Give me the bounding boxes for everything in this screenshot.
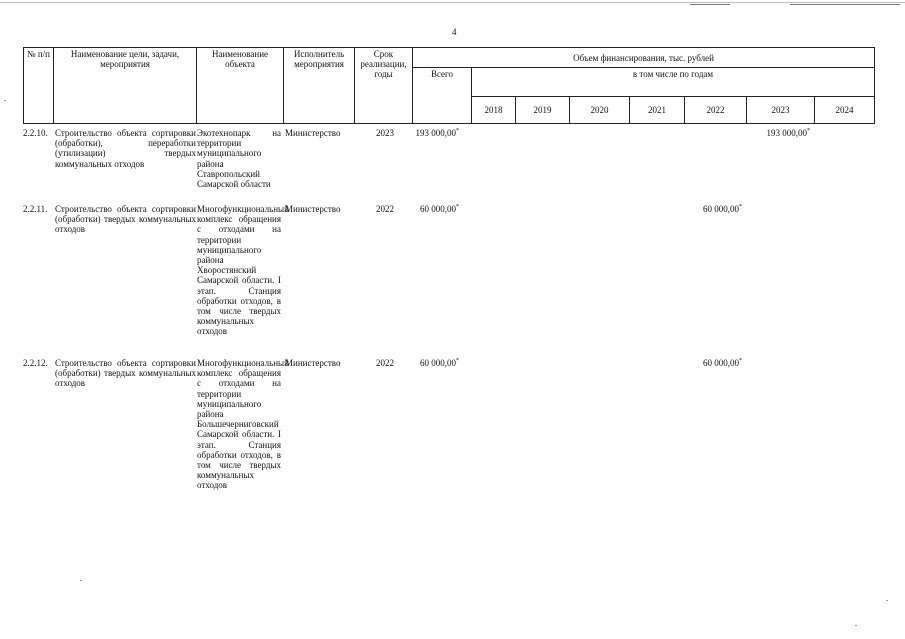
header-executor: Исполнитель мероприятия [284, 48, 355, 124]
row-number: 2.2.10. [23, 128, 48, 138]
scan-edge-mark [690, 4, 730, 5]
header-year-2019: 2019 [516, 97, 570, 124]
header-funding: Объем финансирования, тыс. рублей [413, 48, 875, 68]
table-header [23, 47, 875, 124]
header-num: № п/п [24, 48, 54, 124]
header-year-2022: 2022 [685, 97, 747, 124]
row-year: 2022 [376, 358, 394, 368]
row-amount-2023: 193 000,00* [766, 128, 810, 138]
row-object: Многофункциональный комплекс обращения с отходами на территории муниципального района Большечерниговский Самарской области. I этап. Станция обработки отходов, в том числе твердых коммунальных отходов [197, 358, 289, 491]
row-amount-2022: 60 000,00* [703, 358, 742, 368]
scan-speck [886, 600, 888, 601]
row-amount-2022: 60 000,00* [703, 204, 742, 214]
row-executor: Министерство [285, 204, 341, 214]
scan-edge-mark [790, 4, 900, 5]
row-object: Многофункциональный комплекс обращения с отходами на территории муниципального района Хворостянский Самарской области. I этап. Станция обработки отходов, в том числе твердых коммунальных отходов [197, 204, 289, 337]
scan-edge-line [0, 2, 905, 3]
header-year-2023: 2023 [747, 97, 815, 124]
scan-speck [80, 580, 82, 581]
scan-speck [4, 100, 6, 101]
row-name: Строительство объекта сортировки (обработки), переработки (утилизации) твердых коммунальных отходов [55, 128, 196, 169]
row-executor: Министерство [285, 358, 341, 368]
header-object: Наименование объекта [197, 48, 284, 124]
row-number: 2.2.11. [23, 204, 48, 214]
row-total: 60 000,00* [420, 358, 459, 368]
row-total: 60 000,00* [420, 204, 459, 214]
header-total: Всего [413, 68, 472, 124]
header-by-years: в том числе по годам [472, 68, 875, 97]
row-object: Экотехнопарк на территории муниципального района Ставропольский Самарской области [197, 128, 281, 190]
row-year: 2022 [376, 204, 394, 214]
row-executor: Министерство [285, 128, 341, 138]
scan-speck [855, 625, 857, 626]
row-year: 2023 [376, 128, 394, 138]
header-year-2021: 2021 [630, 97, 685, 124]
page-number: 4 [452, 27, 457, 37]
header-goal: Наименование цели, задачи, мероприятия [54, 48, 197, 124]
header-term: Срок реализации, годы [355, 48, 413, 124]
row-name: Строительство объекта сортировки (обработки) твердых коммунальных отходов [55, 358, 196, 389]
header-year-2018: 2018 [472, 97, 516, 124]
header-year-2020: 2020 [570, 97, 630, 124]
row-total: 193 000,00* [415, 128, 459, 138]
header-year-2024: 2024 [815, 97, 875, 124]
row-number: 2.2.12. [23, 358, 48, 368]
row-name: Строительство объекта сортировки (обработки) твердых коммунальных отходов [55, 204, 196, 235]
